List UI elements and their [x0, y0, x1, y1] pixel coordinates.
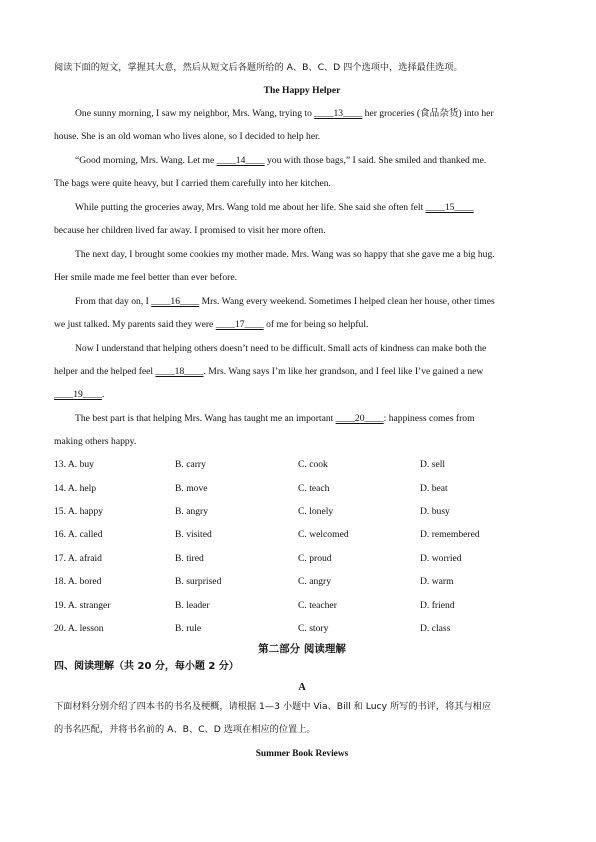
question-20-option-d: D. class	[420, 623, 451, 634]
question-17-option-d: D. worried	[420, 553, 462, 564]
question-16-stem-a: 16. A. called	[54, 529, 103, 540]
question-18-option-b: B. surprised	[175, 576, 222, 587]
passage-line: “Good morning, Mrs. Wang. Let me ____14____ you with those bags,” I said. She smiled and thanked me.	[75, 155, 487, 166]
passage-line: helper and the helped feel ____18____. Mrs. Wang says I’m like her grandson, and I feel like I’ve gained a new	[54, 366, 484, 377]
question-19-option-c: C. teacher	[298, 600, 337, 611]
question-20-option-b: B. rule	[175, 623, 202, 634]
question-18-option-c: C. angry	[298, 576, 332, 587]
passage-line: ____19____.	[54, 389, 105, 400]
passage-line: because her children lived far away. I promised to visit her more often.	[54, 225, 326, 236]
question-13-option-c: C. cook	[298, 459, 328, 470]
question-20-option-c: C. story	[298, 623, 329, 634]
question-15-option-d: D. busy	[420, 506, 450, 517]
question-14-option-d: D. beat	[420, 483, 448, 494]
section-a-intro: 的书名匹配，并将书名前的 A、B、C、D 选项在相应的位置上。	[54, 724, 316, 735]
question-18-stem-a: 18. A. bored	[54, 576, 102, 587]
question-15-stem-a: 15. A. happy	[54, 506, 104, 517]
passage-line: From that day on, I ____16____ Mrs. Wang every weekend. Sometimes I helped clean her house, other times	[75, 296, 495, 307]
passage-line: The best part is that helping Mrs. Wang has taught me an important ____20____: happiness comes from	[75, 413, 475, 424]
question-14-option-b: B. move	[175, 483, 208, 494]
question-17-option-b: B. tired	[175, 553, 204, 564]
question-16-option-c: C. welcomed	[298, 529, 349, 540]
cloze-instruction: 阅读下面的短文，掌握其大意，然后从短文后各题所给的 A、B、C、D 四个选项中，选择最佳选项。	[54, 62, 463, 73]
section-a-label: A	[298, 682, 306, 693]
blank-20: ____20____	[335, 413, 384, 424]
reviews-title: Summer Book Reviews	[255, 749, 349, 759]
passage-line: we just talked. My parents said they were ____17____ of me for being so helpful.	[54, 319, 369, 330]
question-16-option-d: D. remembered	[420, 529, 480, 540]
passage-title: The Happy Helper	[263, 85, 341, 96]
blank-16: ____16____	[151, 296, 200, 307]
part-two-title: 第二部分 阅读理解	[258, 643, 346, 655]
blank-17: ____17____	[215, 319, 264, 330]
blank-19: ____19____	[54, 389, 102, 400]
passage-line: Now I understand that helping others doesn’t need to be difficult. Small acts of kindness can make both the	[75, 343, 487, 354]
blank-13: ____13____	[314, 108, 363, 119]
passage-line: While putting the groceries away, Mrs. Wang told me about her life. She said she often felt ____15____	[75, 202, 474, 213]
passage-line: Her smile made me feel better than ever before.	[54, 272, 237, 283]
passage-line: One sunny morning, I saw my neighbor, Mrs. Wang, trying to ____13____ her groceries (食品杂货) into her	[75, 108, 494, 119]
question-15-option-c: C. lonely	[298, 506, 334, 517]
question-17-stem-a: 17. A. afraid	[54, 553, 102, 564]
question-17-option-c: C. proud	[298, 553, 332, 564]
blank-14: ____14____	[216, 155, 265, 166]
blank-15: ____15____	[425, 202, 474, 213]
passage-line: house. She is an old woman who lives alone, so I decided to help her.	[54, 131, 321, 142]
question-13-option-b: B. carry	[175, 459, 206, 470]
passage-line: making others happy.	[54, 436, 137, 447]
question-13-option-d: D. sell	[420, 459, 446, 470]
question-20-stem-a: 20. A. lesson	[54, 623, 104, 634]
question-19-stem-a: 19. A. stranger	[54, 600, 111, 611]
section-a-intro: 下面材料分别介绍了四本书的书名及梗概，请根据 1—3 小题中 Via、Bill 和 Lucy 所写的书评，将其与相应	[54, 701, 492, 712]
question-16-option-b: B. visited	[175, 529, 212, 540]
question-14-stem-a: 14. A. help	[54, 483, 97, 494]
section-four-heading: 四、阅读理解（共 20 分，每小题 2 分）	[54, 661, 239, 672]
question-14-option-c: C. teach	[298, 483, 330, 494]
question-19-option-b: B. leader	[175, 600, 210, 611]
blank-18: ____18____	[155, 366, 204, 377]
question-15-option-b: B. angry	[175, 506, 209, 517]
question-13-stem-a: 13. A. buy	[54, 459, 94, 470]
question-18-option-d: D. warm	[420, 576, 454, 587]
passage-line: The bags were quite heavy, but I carried them carefully into her kitchen.	[54, 178, 331, 189]
question-19-option-d: D. friend	[420, 600, 455, 611]
passage-line: The next day, I brought some cookies my mother made. Mrs. Wang was so happy that she gave me a big hug.	[75, 249, 495, 260]
